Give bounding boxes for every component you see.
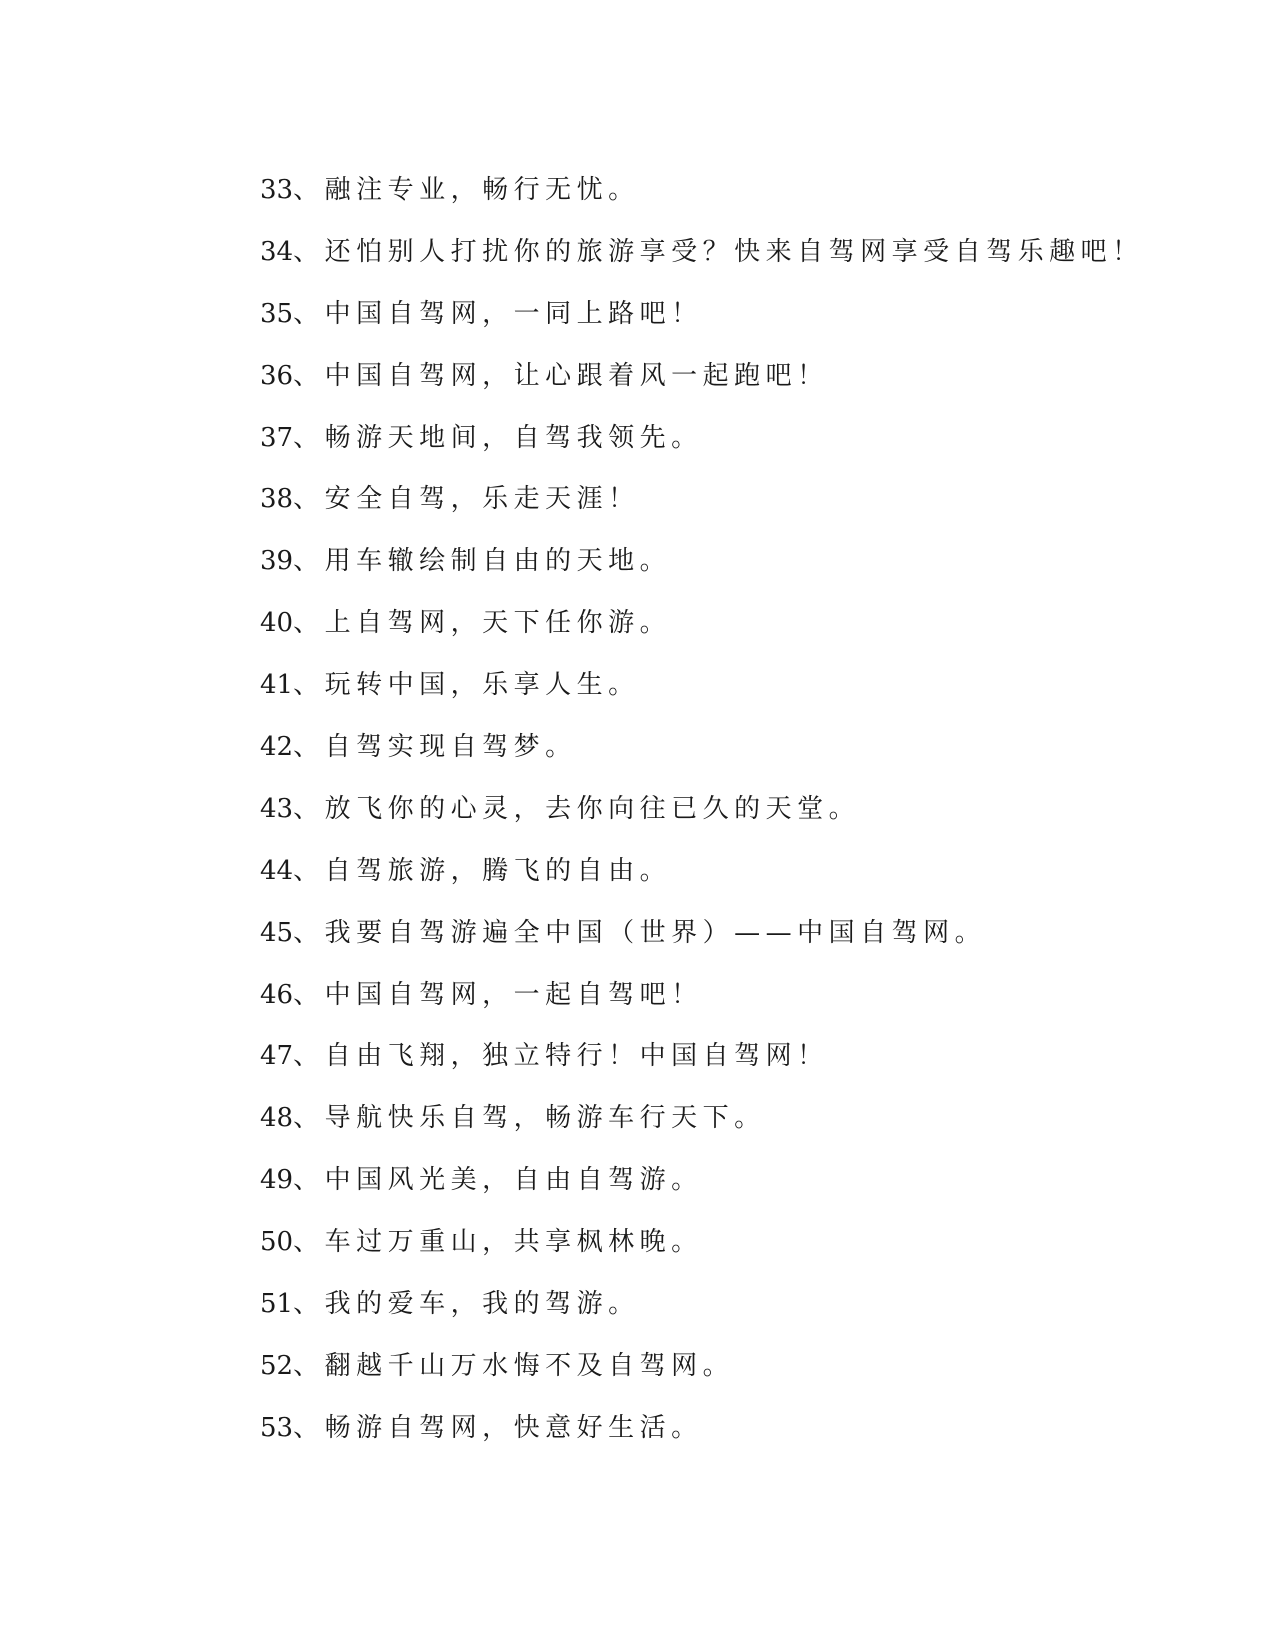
item-number: 34 <box>260 236 294 267</box>
item-separator: 、 <box>293 236 325 267</box>
item-number: 44 <box>260 855 294 886</box>
item-text: 车过万重山，共享枫林晚。 <box>324 1227 703 1258</box>
list-item <box>260 346 1160 408</box>
list-item <box>260 1274 1160 1336</box>
item-number: 51 <box>260 1289 294 1320</box>
item-separator: 、 <box>293 1103 325 1134</box>
list-item <box>260 593 1160 655</box>
item-text: 自由飞翔，独立特行！中国自驾网！ <box>324 1041 829 1072</box>
list-item <box>260 1336 1160 1398</box>
item-separator: 、 <box>293 670 325 701</box>
item-text: 融注专业，畅行无忧。 <box>324 175 640 205</box>
list-item <box>260 1088 1160 1150</box>
item-number: 41 <box>260 670 294 701</box>
list-item <box>260 160 1160 222</box>
item-number: 46 <box>260 979 294 1010</box>
item-separator: 、 <box>293 175 325 205</box>
item-text: 我的爱车，我的驾游。 <box>324 1289 640 1320</box>
item-text: 中国自驾网，一起自驾吧！ <box>324 979 703 1010</box>
list-item <box>260 284 1160 346</box>
item-separator: 、 <box>293 1350 325 1381</box>
item-number: 48 <box>260 1103 294 1134</box>
item-separator: 、 <box>293 1289 325 1320</box>
item-separator: 、 <box>293 608 325 639</box>
item-number: 53 <box>260 1412 294 1443</box>
item-separator: 、 <box>293 1041 325 1072</box>
item-number: 43 <box>260 793 294 824</box>
item-separator: 、 <box>293 1165 325 1196</box>
item-separator: 、 <box>293 732 325 763</box>
slogan-list <box>260 160 1160 1460</box>
item-text: 翻越千山万水悔不及自驾网。 <box>324 1350 735 1381</box>
item-text: 放飞你的心灵，去你向往已久的天堂。 <box>324 793 861 824</box>
item-separator: 、 <box>293 1227 325 1258</box>
item-text: 自驾旅游，腾飞的自由。 <box>324 855 672 886</box>
item-text: 导航快乐自驾，畅游车行天下。 <box>324 1103 766 1134</box>
item-text: 上自驾网，天下任你游。 <box>324 608 672 639</box>
item-text: 畅游天地间，自驾我领先。 <box>324 422 703 453</box>
list-item <box>260 1150 1160 1212</box>
item-separator: 、 <box>293 1412 325 1443</box>
item-number: 49 <box>260 1165 294 1196</box>
list-item <box>260 903 1160 965</box>
item-separator: 、 <box>293 422 325 453</box>
item-text: 中国自驾网，让心跟着风一起跑吧！ <box>324 360 829 391</box>
list-item <box>260 841 1160 903</box>
list-item <box>260 655 1160 717</box>
item-text: 玩转中国，乐享人生。 <box>324 670 640 701</box>
list-item <box>260 1398 1160 1460</box>
list-item <box>260 408 1160 470</box>
item-separator: 、 <box>293 298 325 329</box>
item-separator: 、 <box>293 546 325 577</box>
item-number: 40 <box>260 608 294 639</box>
item-separator: 、 <box>293 484 325 515</box>
list-item <box>260 469 1160 531</box>
item-number: 35 <box>260 298 294 329</box>
item-separator: 、 <box>293 855 325 886</box>
item-number: 36 <box>260 360 294 391</box>
list-item <box>260 531 1160 593</box>
item-separator: 、 <box>293 360 325 391</box>
list-item <box>260 1026 1160 1088</box>
item-separator: 、 <box>293 979 325 1010</box>
item-number: 33 <box>260 175 294 205</box>
item-text: 用车辙绘制自由的天地。 <box>324 546 672 577</box>
item-text: 中国风光美，自由自驾游。 <box>324 1165 703 1196</box>
item-number: 38 <box>260 484 294 515</box>
item-separator: 、 <box>293 793 325 824</box>
list-item <box>260 779 1160 841</box>
item-text: 中国自驾网，一同上路吧！ <box>324 298 703 329</box>
item-text: 我要自驾游遍全中国（世界）——中国自驾网。 <box>324 917 987 948</box>
list-item <box>260 717 1160 779</box>
item-number: 42 <box>260 732 294 763</box>
item-number: 45 <box>260 917 294 948</box>
item-text: 自驾实现自驾梦。 <box>324 732 577 763</box>
list-item <box>260 1212 1160 1274</box>
item-text: 畅游自驾网，快意好生活。 <box>324 1412 703 1443</box>
item-number: 37 <box>260 422 294 453</box>
item-text: 安全自驾，乐走天涯！ <box>324 484 640 515</box>
list-item <box>260 222 1160 284</box>
item-number: 47 <box>260 1041 294 1072</box>
item-separator: 、 <box>293 917 325 948</box>
item-number: 50 <box>260 1227 294 1258</box>
item-text: 还怕别人打扰你的旅游享受？快来自驾网享受自驾乐趣吧！ <box>324 236 1144 267</box>
list-item <box>260 965 1160 1027</box>
item-number: 39 <box>260 546 294 577</box>
item-number: 52 <box>260 1350 294 1381</box>
